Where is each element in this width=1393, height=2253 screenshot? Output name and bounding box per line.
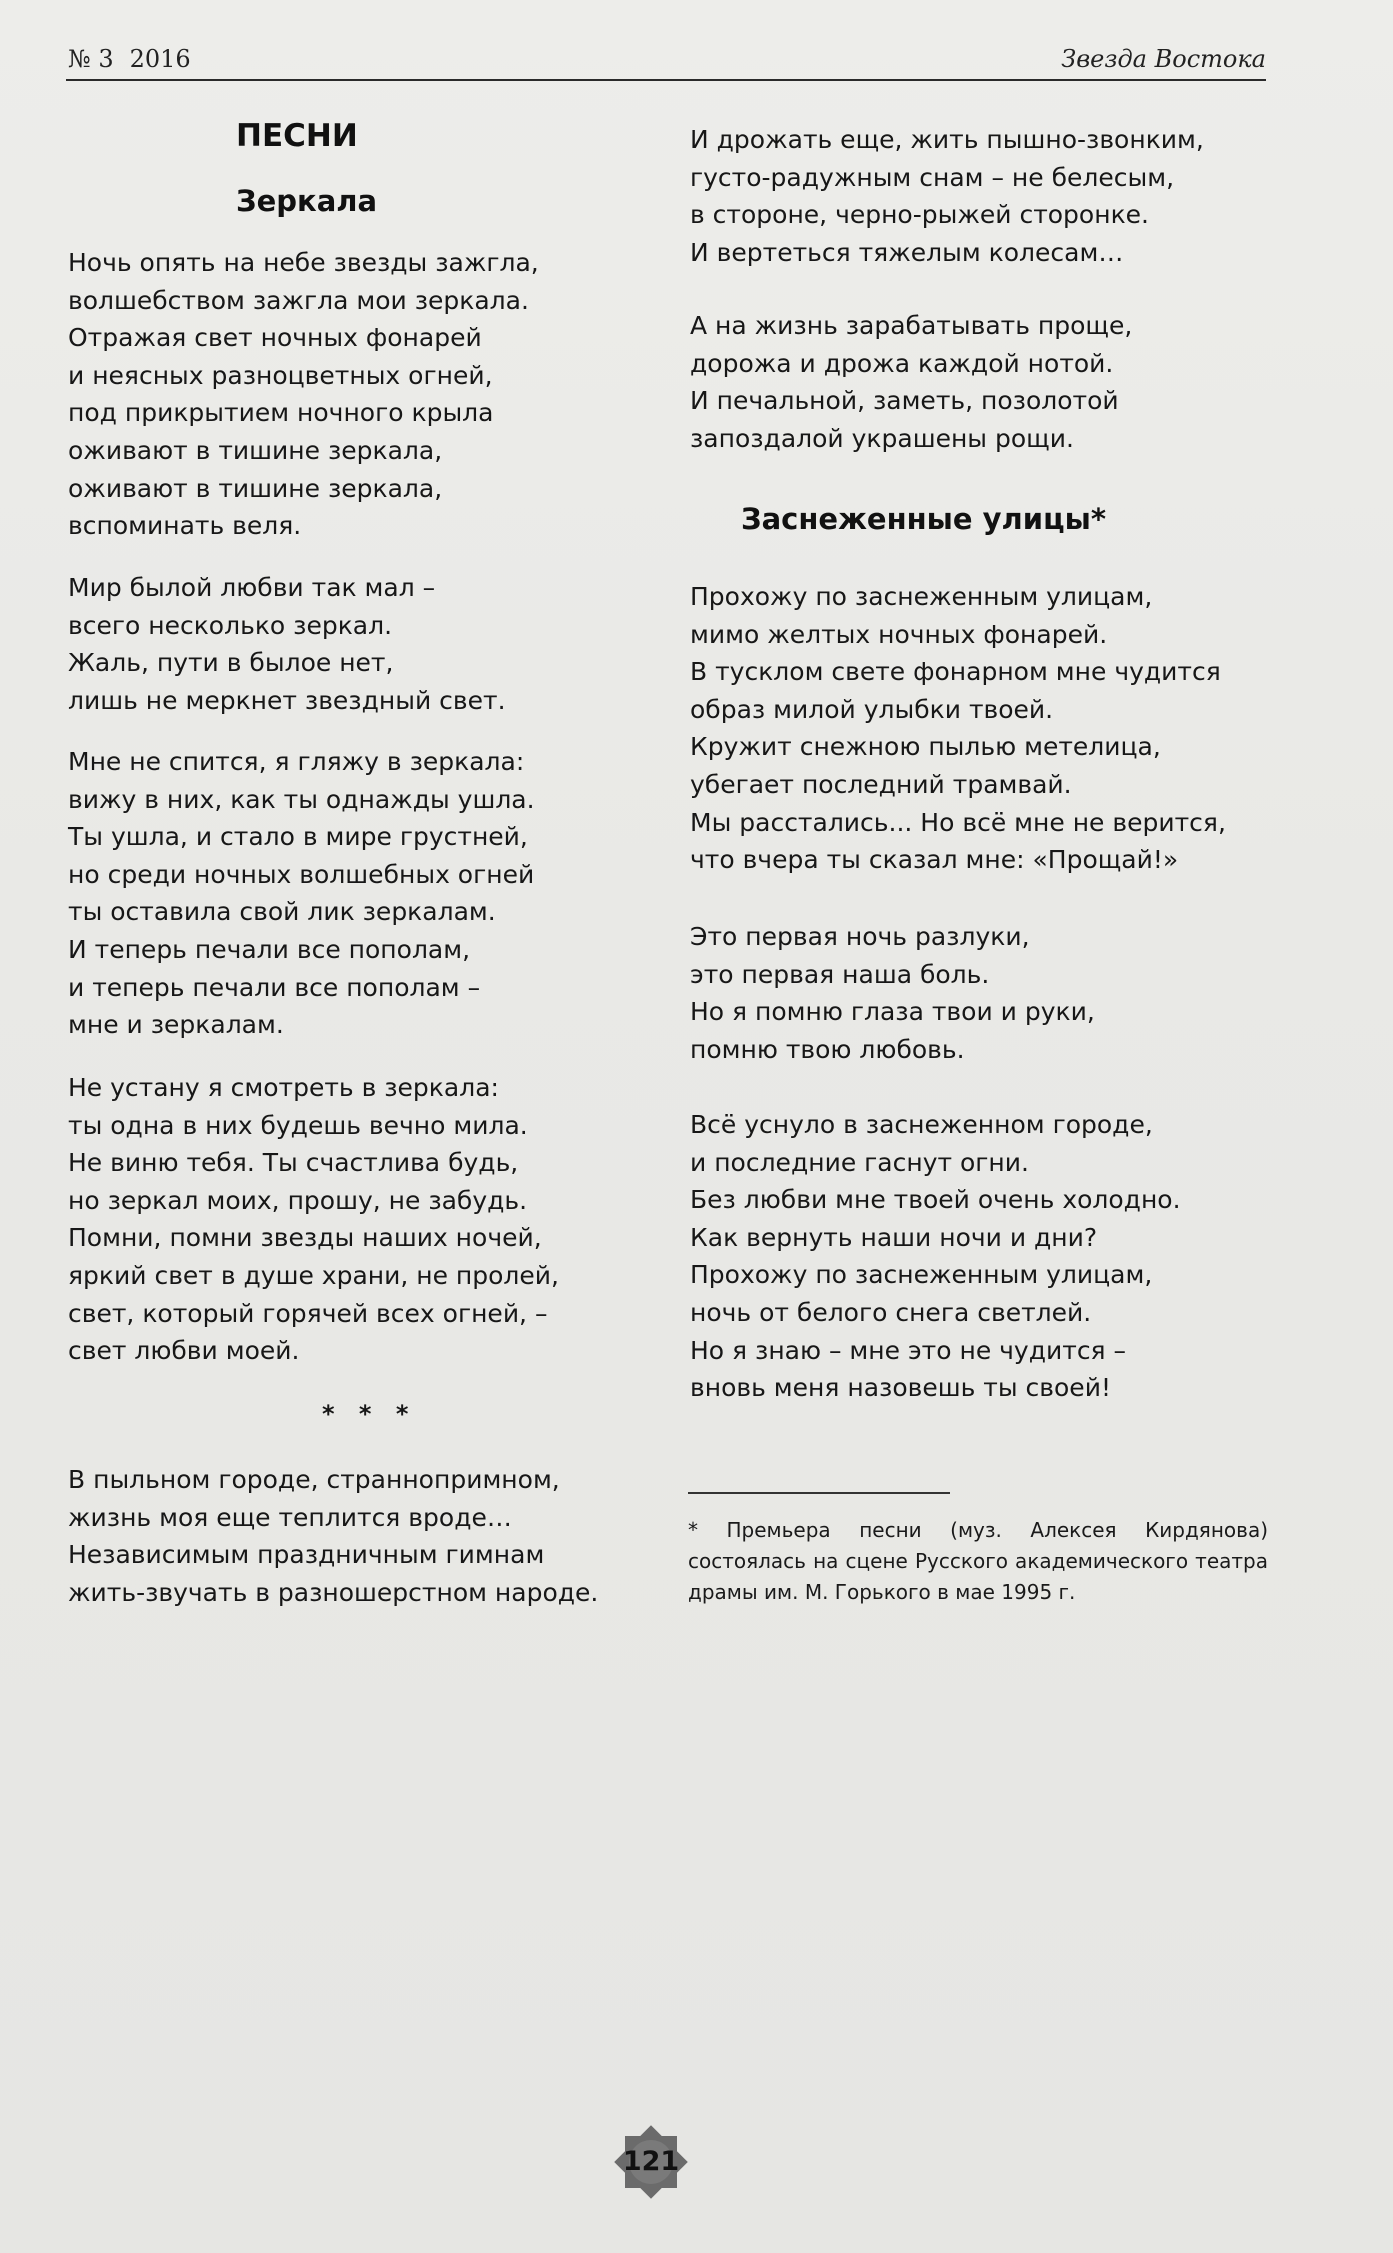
page-number: 121 bbox=[622, 2146, 680, 2177]
poem-title-snowy-streets: Заснеженные улицы* bbox=[741, 502, 1107, 536]
verse-line: Но я знаю – мне это не чудится – bbox=[690, 1335, 1127, 1365]
stanza-dusty-city-1 bbox=[68, 1461, 598, 1611]
verse-line: свет любви моей. bbox=[68, 1336, 300, 1366]
verse-line: что вчера ты сказал мне: «Прощай!» bbox=[690, 845, 1179, 875]
verse-line: Отражая свет ночных фонарей bbox=[68, 323, 482, 353]
verse-line: И теперь печали все пополам, bbox=[68, 934, 471, 964]
stanza-mirrors-2 bbox=[68, 569, 506, 719]
verse-line: ты оставила свой лик зеркалам. bbox=[68, 897, 496, 927]
verse-line: яркий свет в душе храни, не пролей, bbox=[68, 1260, 559, 1290]
verse-line: вспоминать веля. bbox=[68, 511, 302, 541]
verse-line: И дрожать еще, жить пышно-звонким, bbox=[690, 125, 1204, 154]
stanza-snowy-2 bbox=[690, 918, 1095, 1068]
verse-line: И вертеться тяжелым колесам… bbox=[690, 237, 1124, 267]
footnote: * Премьера песни (муз. Алексея Кирдянова) состоялась на сцене Русского академического театра драмы им. М. Горького в мае 1995 г. bbox=[688, 1518, 1268, 1604]
verse-line: и последние гаснут огни. bbox=[690, 1147, 1029, 1177]
verse-line: Помни, помни звезды наших ночей, bbox=[68, 1223, 542, 1253]
verse-line: жизнь моя еще теплится вроде… bbox=[68, 1502, 512, 1532]
verse-line: мимо желтых ночных фонарей. bbox=[690, 619, 1108, 649]
verse-line: лишь не меркнет звездный свет. bbox=[68, 685, 506, 715]
issue-year: 2016 bbox=[129, 45, 191, 73]
verse-line: Мир былой любви так мал – bbox=[68, 573, 436, 602]
verse-line: А на жизнь зарабатывать проще, bbox=[690, 311, 1133, 340]
verse-line: В тусклом свете фонарном мне чудится bbox=[690, 657, 1221, 687]
verse-line: Прохожу по заснеженным улицам, bbox=[690, 582, 1153, 611]
verse-line: Всё уснуло в заснеженном городе, bbox=[690, 1110, 1153, 1139]
stanza-mirrors-4 bbox=[68, 1069, 559, 1370]
verse-line: но зеркал моих, прошу, не забудь. bbox=[68, 1185, 528, 1215]
verse-line: густо-радужным снам – не белесым, bbox=[690, 162, 1175, 192]
verse-line: В пыльном городе, страннопримном, bbox=[68, 1465, 560, 1494]
verse-line: Ночь опять на небе звезды зажгла, bbox=[68, 248, 539, 277]
issue-number: № 3 bbox=[68, 45, 114, 73]
header-divider bbox=[66, 79, 1266, 81]
verse-line: Но я помню глаза твои и руки, bbox=[690, 997, 1095, 1027]
verse-line: вновь меня назовешь ты своей! bbox=[690, 1373, 1111, 1403]
stanza-dusty-city-2 bbox=[690, 121, 1204, 271]
verse-line: но среди ночных волшебных огней bbox=[68, 859, 535, 889]
verse-line: вижу в них, как ты однажды ушла. bbox=[68, 784, 535, 814]
page-number-badge bbox=[614, 2125, 688, 2199]
section-asterism: * * * bbox=[322, 1400, 417, 1428]
verse-line: убегает последний трамвай. bbox=[690, 769, 1072, 799]
verse-line: и теперь печали все пополам – bbox=[68, 972, 481, 1002]
verse-line: Не виню тебя. Ты счастлива будь, bbox=[68, 1148, 519, 1178]
verse-line: волшебством зажгла мои зеркала. bbox=[68, 285, 529, 315]
poem-title-mirrors: Зеркала bbox=[236, 184, 378, 218]
verse-line: Как вернуть наши ночи и дни? bbox=[690, 1222, 1098, 1252]
verse-line: Прохожу по заснеженным улицам, bbox=[690, 1260, 1153, 1290]
verse-line: помню твою любовь. bbox=[690, 1034, 965, 1064]
verse-line: образ милой улыбки твоей. bbox=[690, 694, 1054, 724]
verse-line: Независимым праздничным гимнам bbox=[68, 1540, 545, 1570]
verse-line: жить-звучать в разношерстном народе. bbox=[68, 1577, 599, 1607]
footnote-divider bbox=[688, 1492, 950, 1494]
stanza-mirrors-3 bbox=[68, 743, 535, 1044]
stanza-dusty-city-3 bbox=[690, 307, 1132, 457]
verse-line: запоздалой украшены рощи. bbox=[690, 423, 1074, 453]
verse-line: оживают в тишине зеркала, bbox=[68, 435, 443, 465]
issue-info bbox=[68, 45, 207, 73]
verse-line: дорожа и дрожа каждой нотой. bbox=[690, 348, 1114, 378]
stanza-mirrors-1 bbox=[68, 244, 539, 545]
verse-line: Без любви мне твоей очень холодно. bbox=[690, 1185, 1181, 1215]
stanza-snowy-1 bbox=[690, 578, 1226, 879]
verse-line: Мы расстались... Но всё мне не верится, bbox=[690, 807, 1226, 837]
stanza-snowy-3 bbox=[690, 1106, 1181, 1407]
verse-line: Ты ушла, и стало в мире грустней, bbox=[68, 822, 528, 852]
verse-line: мне и зеркалам. bbox=[68, 1010, 284, 1040]
verse-line: оживают в тишине зеркала, bbox=[68, 473, 443, 503]
verse-line: это первая наша боль. bbox=[690, 959, 990, 989]
verse-line: и неясных разноцветных огней, bbox=[68, 360, 493, 390]
verse-line: Мне не спится, я гляжу в зеркала: bbox=[68, 747, 525, 776]
verse-line: в стороне, черно-рыжей сторонке. bbox=[690, 200, 1149, 230]
verse-line: всего несколько зеркал. bbox=[68, 610, 393, 640]
verse-line: свет, который горячей всех огней, – bbox=[68, 1298, 548, 1328]
section-title: ПЕСНИ bbox=[236, 118, 358, 154]
verse-line: Это первая ночь разлуки, bbox=[690, 922, 1030, 951]
verse-line: под прикрытием ночного крыла bbox=[68, 398, 494, 428]
verse-line: Жаль, пути в былое нет, bbox=[68, 648, 394, 678]
journal-title: Звезда Востока bbox=[1061, 45, 1266, 73]
verse-line: ночь от белого снега светлей. bbox=[690, 1297, 1092, 1327]
verse-line: Не устану я смотреть в зеркала: bbox=[68, 1073, 499, 1102]
verse-line: И печальной, заметь, позолотой bbox=[690, 386, 1119, 416]
verse-line: Кружит снежною пылью метелица, bbox=[690, 732, 1161, 762]
verse-line: ты одна в них будешь вечно мила. bbox=[68, 1110, 528, 1140]
